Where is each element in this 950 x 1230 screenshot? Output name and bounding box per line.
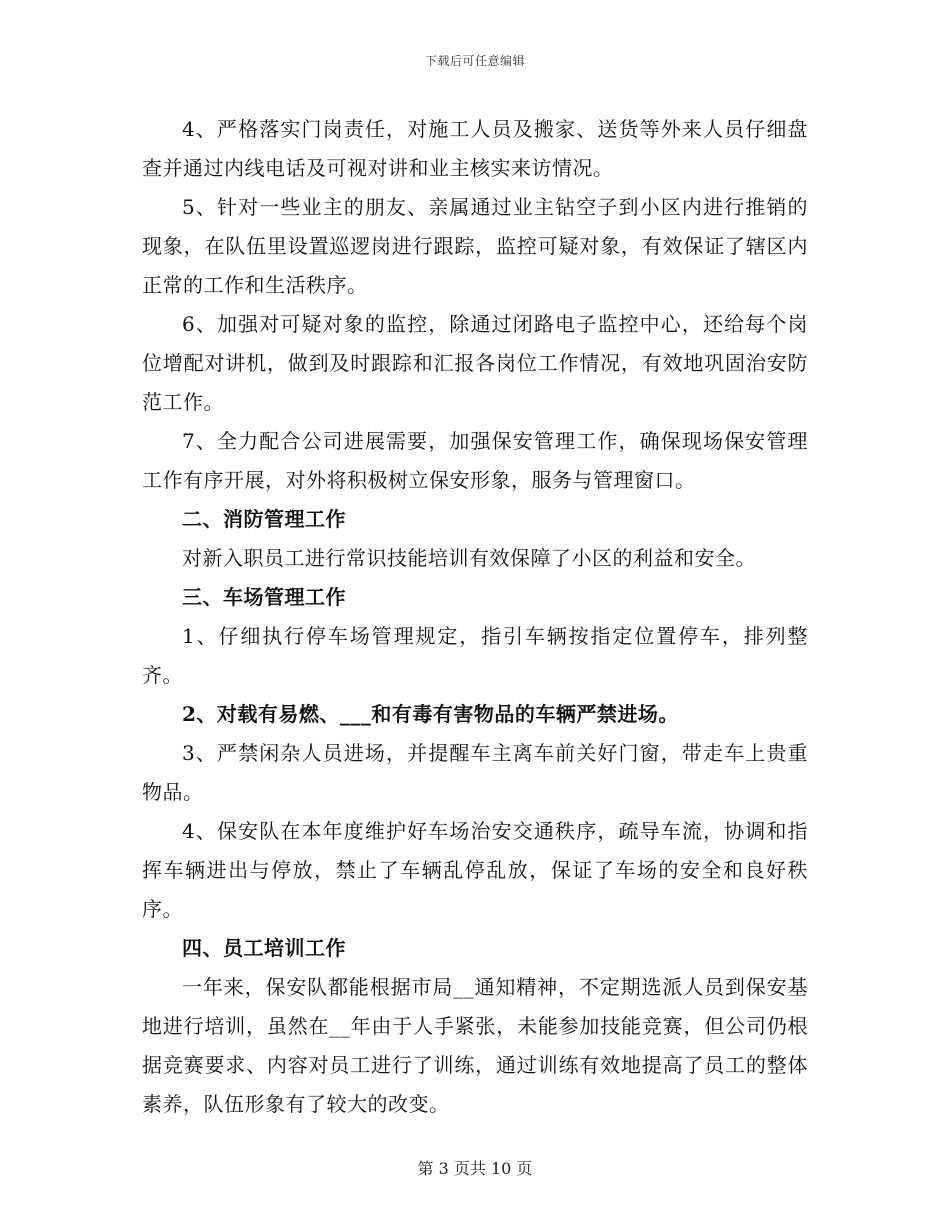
section-heading-parking: 三、车场管理工作 — [182, 585, 346, 609]
document-body — [142, 110, 808, 1124]
paragraph-item-7: 7、全力配合公司进展需要，加强保安管理工作，确保现场保安管理工作有序开展，对外将积极树立保安形象，服务与管理窗口。 — [142, 429, 808, 492]
paragraph-parking-4: 4、保安队在本年度维护好车场治安交通秩序，疏导车流，协调和指挥车辆进出与停放，禁止了车辆乱停乱放，保证了车场的安全和良好秩序。 — [142, 819, 808, 921]
paragraph-fire-training: 对新入职员工进行常识技能培训有效保障了小区的利益和安全。 — [182, 546, 756, 570]
paragraph-parking-1: 1、仔细执行停车场管理规定，指引车辆按指定位置停车，排列整齐。 — [142, 624, 808, 687]
paragraph-parking-3: 3、严禁闲杂人员进场，并提醒车主离车前关好门窗，带走车上贵重物品。 — [142, 741, 808, 804]
page-footer: 第 3 页共 10 页 — [417, 1159, 533, 1178]
section-heading-training: 四、员工培训工作 — [182, 936, 346, 960]
section-heading-fire: 二、消防管理工作 — [182, 507, 346, 531]
paragraph-item-6: 6、加强对可疑对象的监控，除通过闭路电子监控中心，还给每个岗位增配对讲机，做到及时跟踪和汇报各岗位工作情况，有效地巩固治安防范工作。 — [142, 312, 808, 414]
paragraph-item-4: 4、严格落实门岗责任，对施工人员及搬家、送货等外来人员仔细盘查并通过内线电话及可视对讲和业主核实来访情况。 — [142, 117, 808, 180]
paragraph-training: 一年来，保安队都能根据市局__通知精神，不定期选派人员到保安基地进行培训，虽然在__年由于人手紧张，未能参加技能竞赛，但公司仍根据竞赛要求、内容对员工进行了训练，通过训练有效地提高了员工的整体素养，队伍形象有了较大的改变。 — [142, 975, 808, 1116]
paragraph-parking-2: 2、对载有易燃、___和有毒有害物品的车辆严禁进场。 — [182, 702, 679, 726]
paragraph-item-5: 5、针对一些业主的朋友、亲属通过业主钻空子到小区内进行推销的现象，在队伍里设置巡逻岗进行跟踪，监控可疑对象，有效保证了辖区内正常的工作和生活秩序。 — [142, 195, 808, 297]
page-header: 下载后可任意编辑 — [424, 54, 525, 68]
